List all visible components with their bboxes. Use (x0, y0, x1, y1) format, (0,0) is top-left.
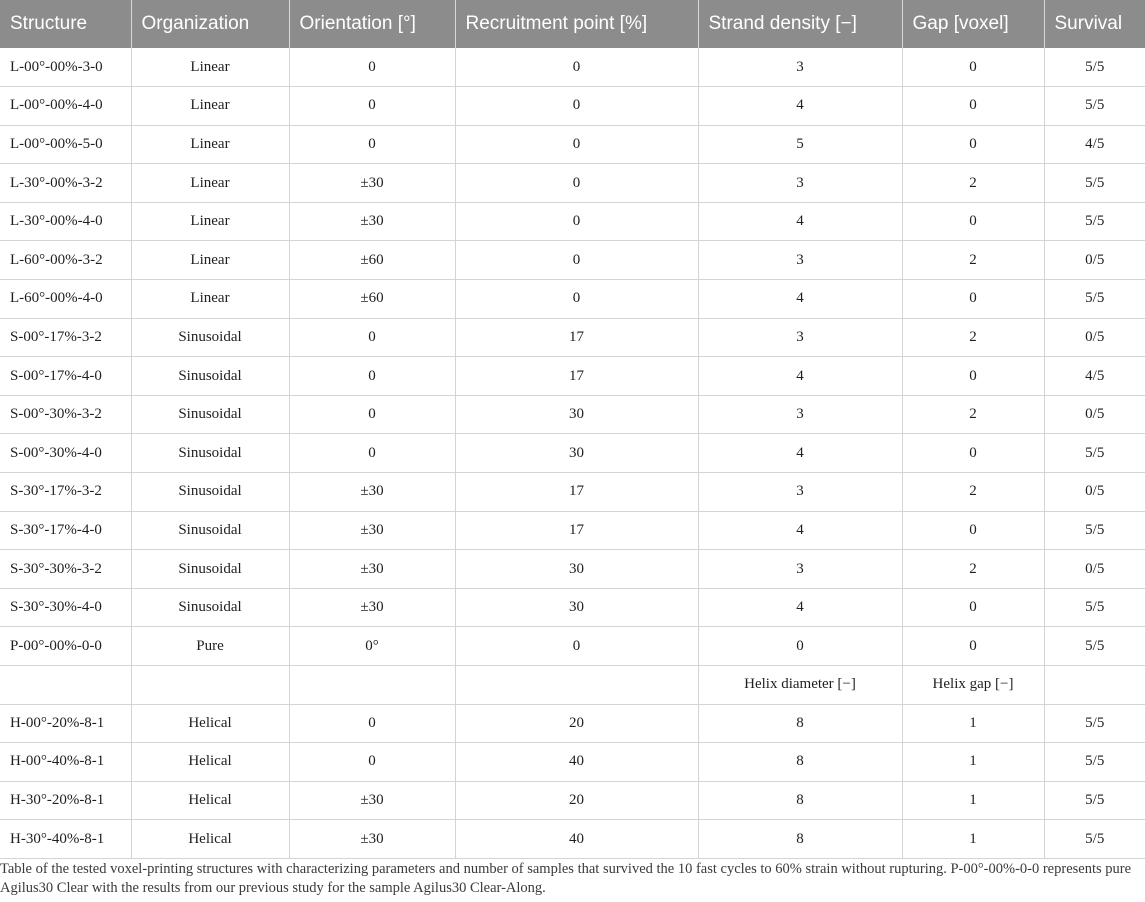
cell-density: 8 (698, 820, 902, 859)
table-row (0, 704, 1145, 743)
cell-recruitment-point: 17 (455, 511, 698, 550)
cell-structure: S-00°-30%-4-0 (0, 434, 131, 473)
cell-recruitment-point: 30 (455, 434, 698, 473)
cell-recruitment-point: 0 (455, 202, 698, 241)
cell-density: 5 (698, 125, 902, 164)
cell-gap: Helix gap [−] (902, 666, 1044, 705)
cell-density: 4 (698, 280, 902, 319)
cell-organization: Sinusoidal (131, 357, 289, 396)
cell-gap: 0 (902, 627, 1044, 666)
cell-gap: 0 (902, 357, 1044, 396)
cell-survival: 5/5 (1044, 704, 1145, 743)
cell-organization: Linear (131, 48, 289, 87)
cell-organization: Sinusoidal (131, 434, 289, 473)
cell-organization: Linear (131, 87, 289, 126)
cell-gap: 2 (902, 550, 1044, 589)
cell-orientation: 0 (289, 743, 455, 782)
table-row (0, 357, 1145, 396)
cell-gap: 2 (902, 473, 1044, 512)
cell-survival (1044, 666, 1145, 705)
cell-orientation: ±30 (289, 588, 455, 627)
cell-organization: Helical (131, 743, 289, 782)
cell-density: 8 (698, 781, 902, 820)
cell-density: 4 (698, 87, 902, 126)
cell-density: Helix diameter [−] (698, 666, 902, 705)
cell-structure: L-60°-00%-4-0 (0, 280, 131, 319)
cell-recruitment-point: 17 (455, 318, 698, 357)
cell-orientation: 0 (289, 395, 455, 434)
cell-survival: 0/5 (1044, 241, 1145, 280)
cell-recruitment-point: 17 (455, 357, 698, 396)
cell-organization: Sinusoidal (131, 588, 289, 627)
cell-density: 3 (698, 550, 902, 589)
cell-gap: 2 (902, 164, 1044, 203)
table-row (0, 473, 1145, 512)
cell-organization: Pure (131, 627, 289, 666)
cell-organization: Sinusoidal (131, 550, 289, 589)
cell-orientation: 0 (289, 125, 455, 164)
cell-density: 8 (698, 704, 902, 743)
cell-orientation: ±30 (289, 473, 455, 512)
cell-recruitment-point: 20 (455, 781, 698, 820)
table-row (0, 781, 1145, 820)
cell-structure: L-00°-00%-3-0 (0, 48, 131, 87)
table-row (0, 743, 1145, 782)
cell-survival: 5/5 (1044, 434, 1145, 473)
table-row (0, 280, 1145, 319)
cell-gap: 1 (902, 781, 1044, 820)
cell-organization: Sinusoidal (131, 318, 289, 357)
cell-gap: 2 (902, 318, 1044, 357)
cell-survival: 5/5 (1044, 511, 1145, 550)
header-orientation: Orientation [°] (289, 0, 455, 48)
table-row (0, 434, 1145, 473)
cell-structure (0, 666, 131, 705)
table-caption: Table of the tested voxel-printing structures with characterizing parameters and number of samples that survived the 10 fast cycles to 60% strain without rupturing. P-00°-00%-0-0 represents pure Agilus30 Clear with the results from our previous study for the sample Agilus30 Clear-Along. (0, 861, 1132, 896)
cell-density: 3 (698, 395, 902, 434)
cell-gap: 0 (902, 125, 1044, 164)
cell-structure: H-00°-40%-8-1 (0, 743, 131, 782)
table-row (0, 395, 1145, 434)
cell-recruitment-point: 40 (455, 743, 698, 782)
cell-structure: S-00°-30%-3-2 (0, 395, 131, 434)
cell-organization: Sinusoidal (131, 511, 289, 550)
cell-structure: L-60°-00%-3-2 (0, 241, 131, 280)
cell-survival: 0/5 (1044, 473, 1145, 512)
cell-density: 4 (698, 357, 902, 396)
cell-structure: S-30°-30%-4-0 (0, 588, 131, 627)
table-row (0, 511, 1145, 550)
cell-gap: 2 (902, 241, 1044, 280)
cell-recruitment-point: 30 (455, 550, 698, 589)
cell-survival: 5/5 (1044, 280, 1145, 319)
cell-recruitment-point: 30 (455, 588, 698, 627)
cell-recruitment-point: 0 (455, 280, 698, 319)
table-body (0, 48, 1145, 858)
cell-structure: H-30°-20%-8-1 (0, 781, 131, 820)
table-row (0, 164, 1145, 203)
cell-structure: S-00°-17%-3-2 (0, 318, 131, 357)
cell-organization: Linear (131, 241, 289, 280)
cell-gap: 0 (902, 48, 1044, 87)
cell-organization: Linear (131, 164, 289, 203)
cell-orientation: ±30 (289, 511, 455, 550)
cell-organization: Sinusoidal (131, 473, 289, 512)
cell-recruitment-point: 0 (455, 164, 698, 203)
cell-density: 3 (698, 48, 902, 87)
cell-density: 3 (698, 241, 902, 280)
cell-gap: 0 (902, 434, 1044, 473)
cell-orientation: ±30 (289, 781, 455, 820)
cell-organization: Sinusoidal (131, 395, 289, 434)
cell-density: 0 (698, 627, 902, 666)
cell-recruitment-point: 30 (455, 395, 698, 434)
cell-density: 3 (698, 164, 902, 203)
table-row (0, 588, 1145, 627)
header-recruitment-point: Recruitment point [%] (455, 0, 698, 48)
cell-survival: 5/5 (1044, 87, 1145, 126)
cell-survival: 5/5 (1044, 820, 1145, 859)
cell-structure: L-00°-00%-5-0 (0, 125, 131, 164)
cell-orientation: 0 (289, 87, 455, 126)
cell-gap: 0 (902, 588, 1044, 627)
header-strand-density: Strand density [−] (698, 0, 902, 48)
cell-recruitment-point: 20 (455, 704, 698, 743)
cell-structure: S-00°-17%-4-0 (0, 357, 131, 396)
cell-orientation: 0° (289, 627, 455, 666)
cell-gap: 0 (902, 87, 1044, 126)
cell-gap: 0 (902, 511, 1044, 550)
cell-structure: L-30°-00%-3-2 (0, 164, 131, 203)
table-row (0, 48, 1145, 87)
cell-survival: 0/5 (1044, 550, 1145, 589)
table-row (0, 241, 1145, 280)
cell-density: 4 (698, 588, 902, 627)
cell-gap: 1 (902, 820, 1044, 859)
table-header (0, 0, 1145, 48)
cell-orientation: ±30 (289, 820, 455, 859)
cell-orientation: ±30 (289, 164, 455, 203)
cell-organization: Helical (131, 704, 289, 743)
cell-orientation: 0 (289, 704, 455, 743)
cell-gap: 1 (902, 704, 1044, 743)
cell-gap: 2 (902, 395, 1044, 434)
cell-survival: 5/5 (1044, 627, 1145, 666)
header-survival: Survival (1044, 0, 1145, 48)
cell-orientation: ±30 (289, 550, 455, 589)
table-row (0, 87, 1145, 126)
cell-recruitment-point: 0 (455, 48, 698, 87)
cell-orientation: ±60 (289, 280, 455, 319)
cell-structure: L-00°-00%-4-0 (0, 87, 131, 126)
table-row (0, 125, 1145, 164)
cell-organization: Linear (131, 125, 289, 164)
cell-organization: Helical (131, 820, 289, 859)
cell-recruitment-point (455, 666, 698, 705)
header-gap: Gap [voxel] (902, 0, 1044, 48)
cell-gap: 0 (902, 202, 1044, 241)
cell-orientation: 0 (289, 318, 455, 357)
table-row (0, 550, 1145, 589)
cell-orientation (289, 666, 455, 705)
cell-density: 4 (698, 434, 902, 473)
table-row (0, 627, 1145, 666)
table-row (0, 820, 1145, 859)
cell-survival: 4/5 (1044, 125, 1145, 164)
cell-orientation: 0 (289, 357, 455, 396)
cell-organization: Helical (131, 781, 289, 820)
cell-gap: 1 (902, 743, 1044, 782)
cell-density: 4 (698, 202, 902, 241)
cell-survival: 5/5 (1044, 781, 1145, 820)
cell-survival: 5/5 (1044, 164, 1145, 203)
cell-survival: 0/5 (1044, 318, 1145, 357)
cell-organization: Linear (131, 280, 289, 319)
cell-structure: L-30°-00%-4-0 (0, 202, 131, 241)
header-structure: Structure (0, 0, 131, 48)
cell-recruitment-point: 40 (455, 820, 698, 859)
header-row (0, 0, 1145, 48)
cell-orientation: 0 (289, 434, 455, 473)
cell-orientation: 0 (289, 48, 455, 87)
cell-survival: 5/5 (1044, 588, 1145, 627)
header-organization: Organization (131, 0, 289, 48)
cell-density: 3 (698, 318, 902, 357)
cell-structure: S-30°-17%-3-2 (0, 473, 131, 512)
cell-structure: S-30°-30%-3-2 (0, 550, 131, 589)
cell-orientation: ±30 (289, 202, 455, 241)
table-row (0, 318, 1145, 357)
cell-survival: 4/5 (1044, 357, 1145, 396)
cell-structure: S-30°-17%-4-0 (0, 511, 131, 550)
cell-density: 4 (698, 511, 902, 550)
cell-orientation: ±60 (289, 241, 455, 280)
cell-recruitment-point: 17 (455, 473, 698, 512)
table-row (0, 202, 1145, 241)
cell-survival: 5/5 (1044, 48, 1145, 87)
cell-density: 3 (698, 473, 902, 512)
cell-recruitment-point: 0 (455, 87, 698, 126)
cell-structure: H-30°-40%-8-1 (0, 820, 131, 859)
cell-recruitment-point: 0 (455, 627, 698, 666)
cell-survival: 0/5 (1044, 395, 1145, 434)
cell-recruitment-point: 0 (455, 125, 698, 164)
cell-density: 8 (698, 743, 902, 782)
cell-structure: P-00°-00%-0-0 (0, 627, 131, 666)
cell-structure: H-00°-20%-8-1 (0, 704, 131, 743)
cell-survival: 5/5 (1044, 743, 1145, 782)
cell-recruitment-point: 0 (455, 241, 698, 280)
cell-organization (131, 666, 289, 705)
table-subheader-row (0, 666, 1145, 705)
cell-organization: Linear (131, 202, 289, 241)
cell-gap: 0 (902, 280, 1044, 319)
cell-survival: 5/5 (1044, 202, 1145, 241)
